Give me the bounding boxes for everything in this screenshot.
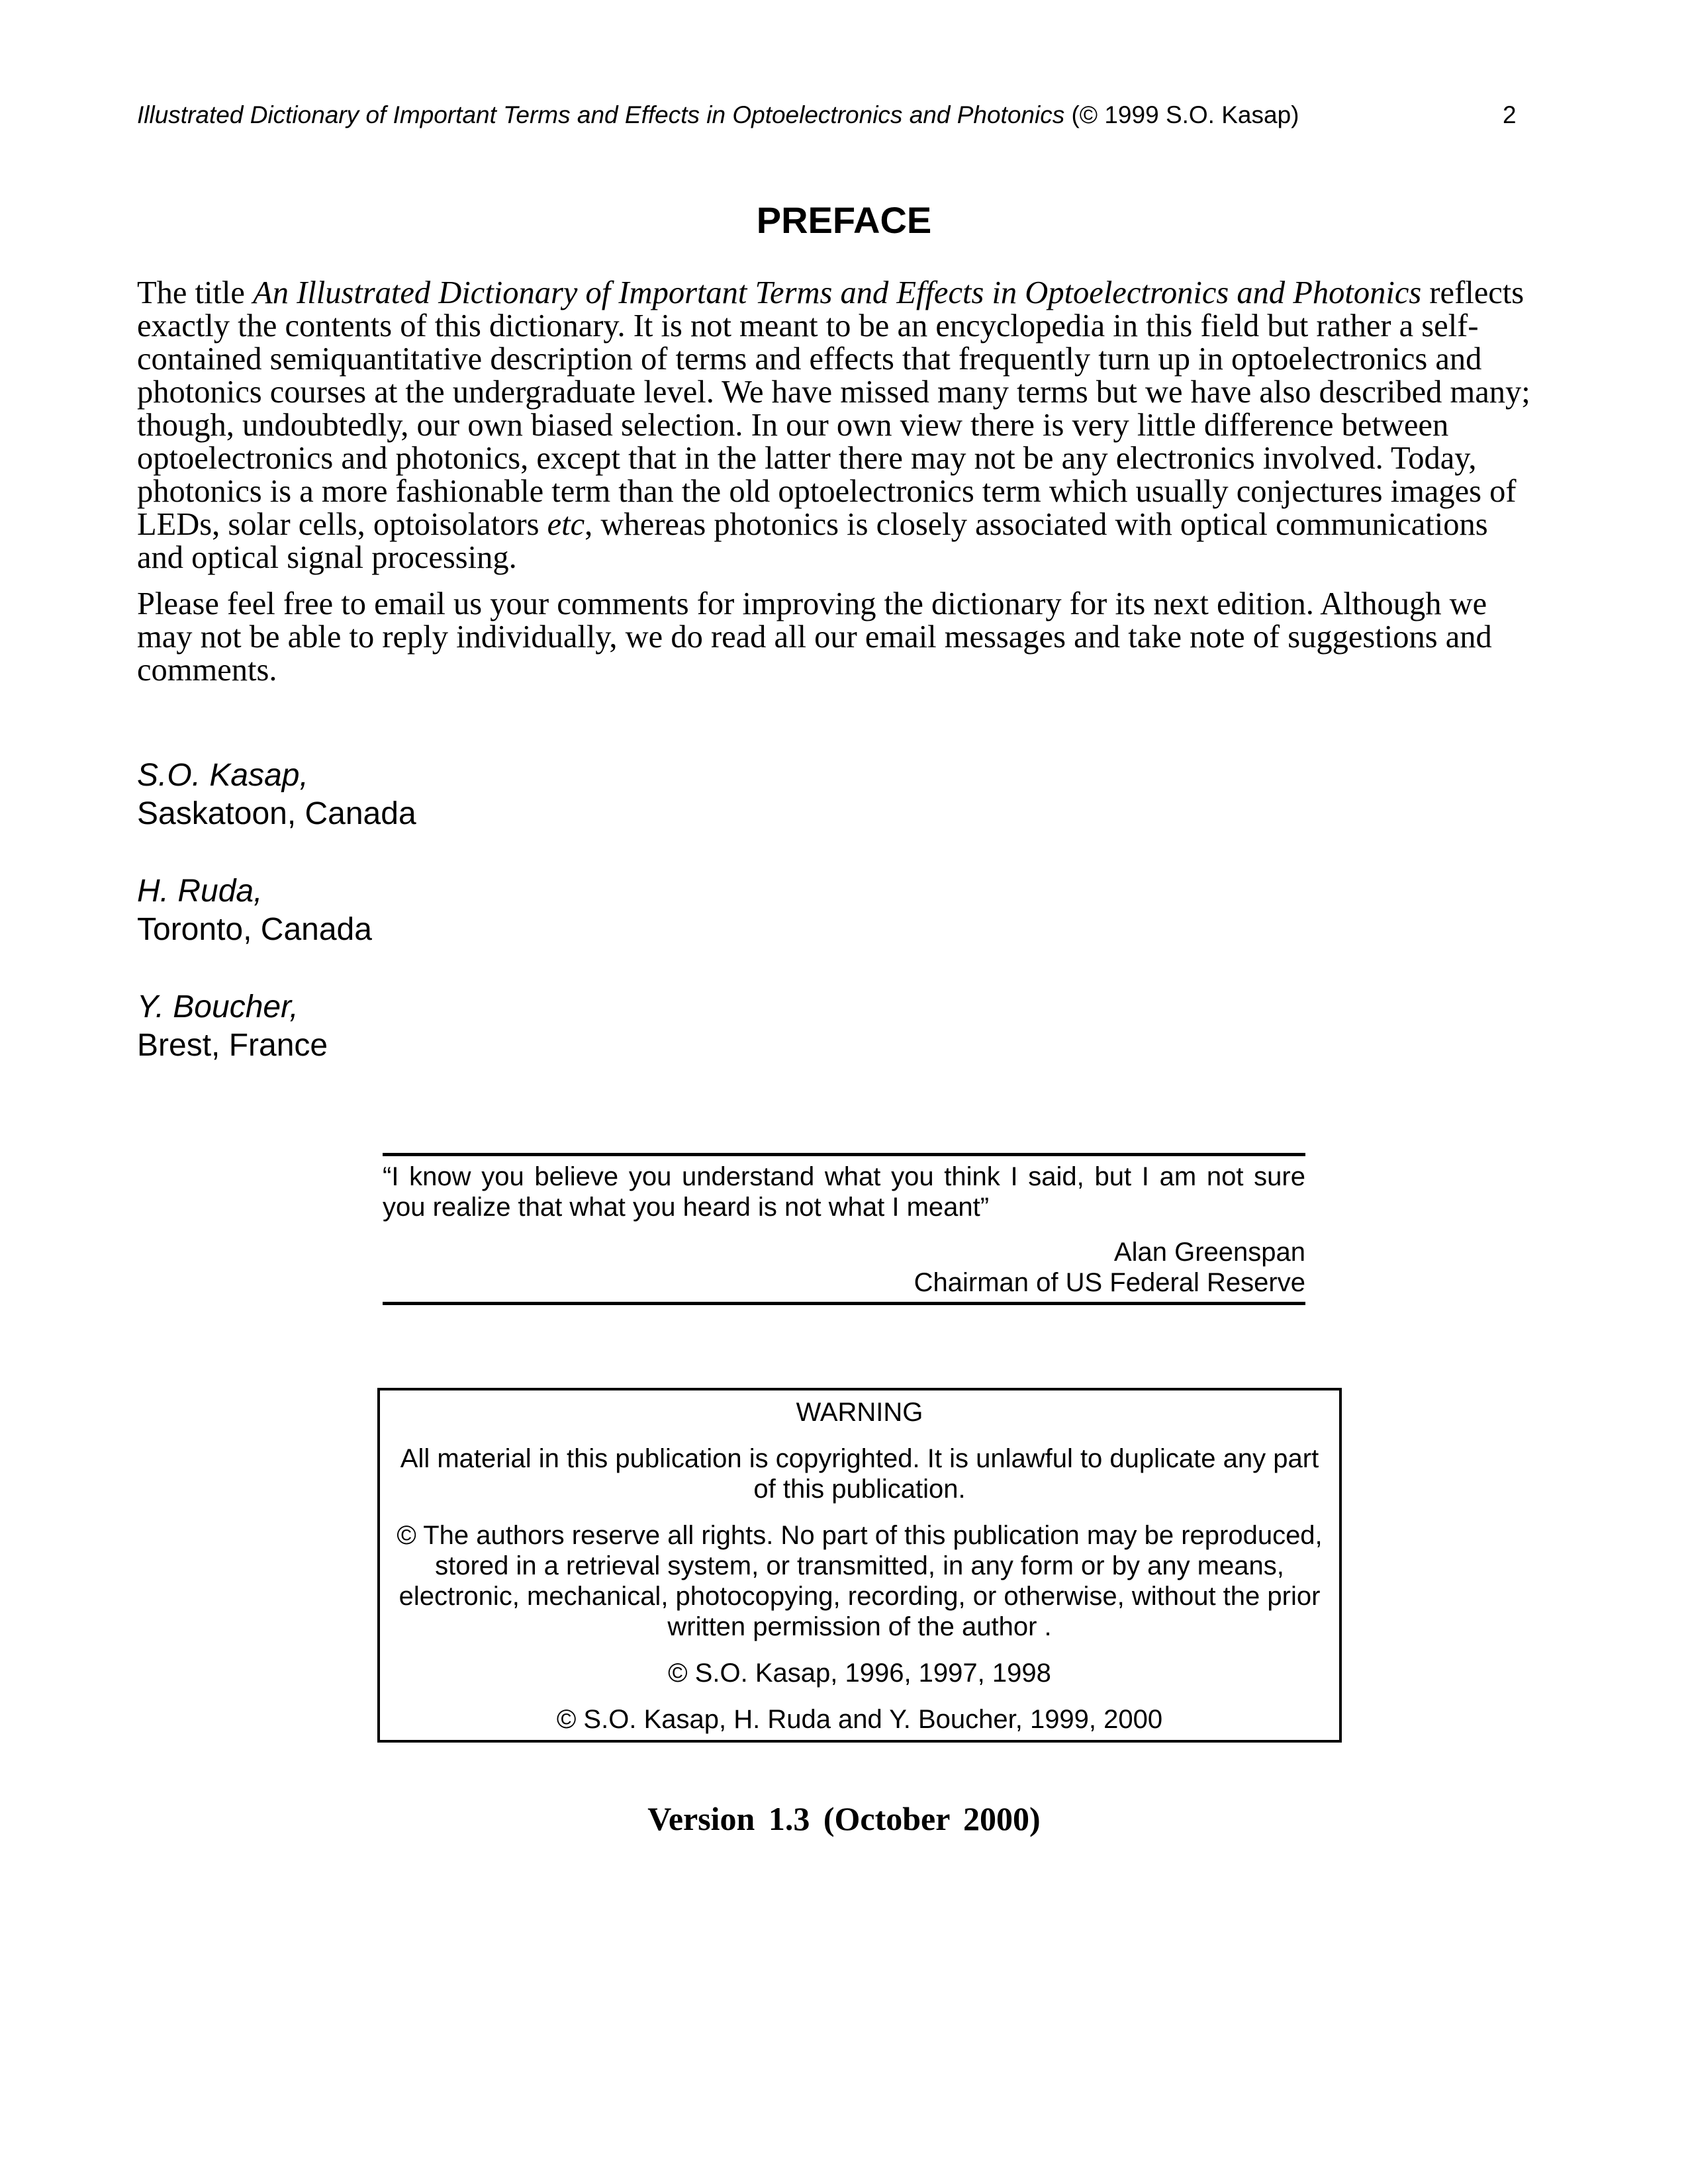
p1-lead: The title bbox=[137, 275, 254, 310]
author-entry bbox=[137, 872, 416, 949]
author-name: Y. Boucher, bbox=[137, 989, 299, 1024]
quote-author: Alan Greenspan bbox=[1113, 1238, 1305, 1267]
author-signatures bbox=[137, 756, 416, 1104]
book-title: An Illustrated Dictionary of Important Terms and Effects in Optoelectronics and Photonics bbox=[253, 275, 1422, 310]
warning-line: © The authors reserve all rights. No part of this publication may be reproduced, stored in a retrieval system, or transmitted, in any form or by any means, electronic, mechanical, photocopying, recording, or otherwise, without the prior written permission of the author . bbox=[397, 1521, 1323, 1641]
running-header bbox=[137, 98, 1537, 132]
preface-body bbox=[137, 277, 1534, 700]
author-location: Toronto, Canada bbox=[137, 912, 372, 947]
warning-title: WARNING bbox=[796, 1398, 923, 1427]
author-entry bbox=[137, 988, 416, 1065]
p1-mid: reflects exactly the contents of this dictionary. It is not meant to be an encyclopedia in this field but rather a self-contained semiquantitative description of terms and effects that frequently turn up in optoelectronics and photonics courses at the undergraduate level. We have missed many terms but we have also described many; though, undoubtedly, our own biased selection. In our own view there is very little difference between optoelectronics and photonics, except that in the latter there may not be any electronics involved. Today, photonics is a more fashionable term than the old optoelectronics term which usually conjectures images of LEDs, solar cells, optoisolators bbox=[137, 275, 1530, 542]
p1-etc: etc bbox=[547, 507, 585, 542]
preface-paragraph-1 bbox=[137, 277, 1534, 574]
copyright-warning-box bbox=[377, 1388, 1342, 1743]
page-number: 2 bbox=[1503, 101, 1517, 128]
version-label: Version 1.3 (October 2000) bbox=[647, 1800, 1041, 1837]
quote-text: “I know you believe you understand what you think I said, but I am not sure you realize that what you heard is not what I meant” bbox=[383, 1162, 1305, 1222]
author-name: H. Ruda, bbox=[137, 874, 263, 909]
preface-paragraph-2: Please feel free to email us your comments for improving the dictionary for its next edition. Although we may not be able to reply individually, we do read all our email messages and take note of suggestions and comments. bbox=[137, 586, 1492, 688]
author-location: Saskatoon, Canada bbox=[137, 796, 416, 831]
warning-line: © S.O. Kasap, H. Ruda and Y. Boucher, 1999, 2000 bbox=[556, 1705, 1163, 1734]
page-title: PREFACE bbox=[756, 199, 932, 241]
quote-author-role: Chairman of US Federal Reserve bbox=[914, 1268, 1305, 1297]
warning-line: © S.O. Kasap, 1996, 1997, 1998 bbox=[668, 1659, 1051, 1688]
author-entry bbox=[137, 756, 416, 833]
p1-tail: , whereas photonics is closely associated with optical communications and optical signal processing. bbox=[137, 507, 1488, 575]
running-title: Illustrated Dictionary of Important Terms and Effects in Optoelectronics and Photonics bbox=[137, 101, 1065, 128]
warning-line: All material in this publication is copyrighted. It is unlawful to duplicate any part of this publication. bbox=[400, 1444, 1319, 1504]
epigraph-quote bbox=[383, 1153, 1305, 1305]
author-name: S.O. Kasap, bbox=[137, 758, 308, 793]
header-copyright: (© 1999 S.O. Kasap) bbox=[1071, 101, 1299, 128]
author-location: Brest, France bbox=[137, 1028, 328, 1063]
